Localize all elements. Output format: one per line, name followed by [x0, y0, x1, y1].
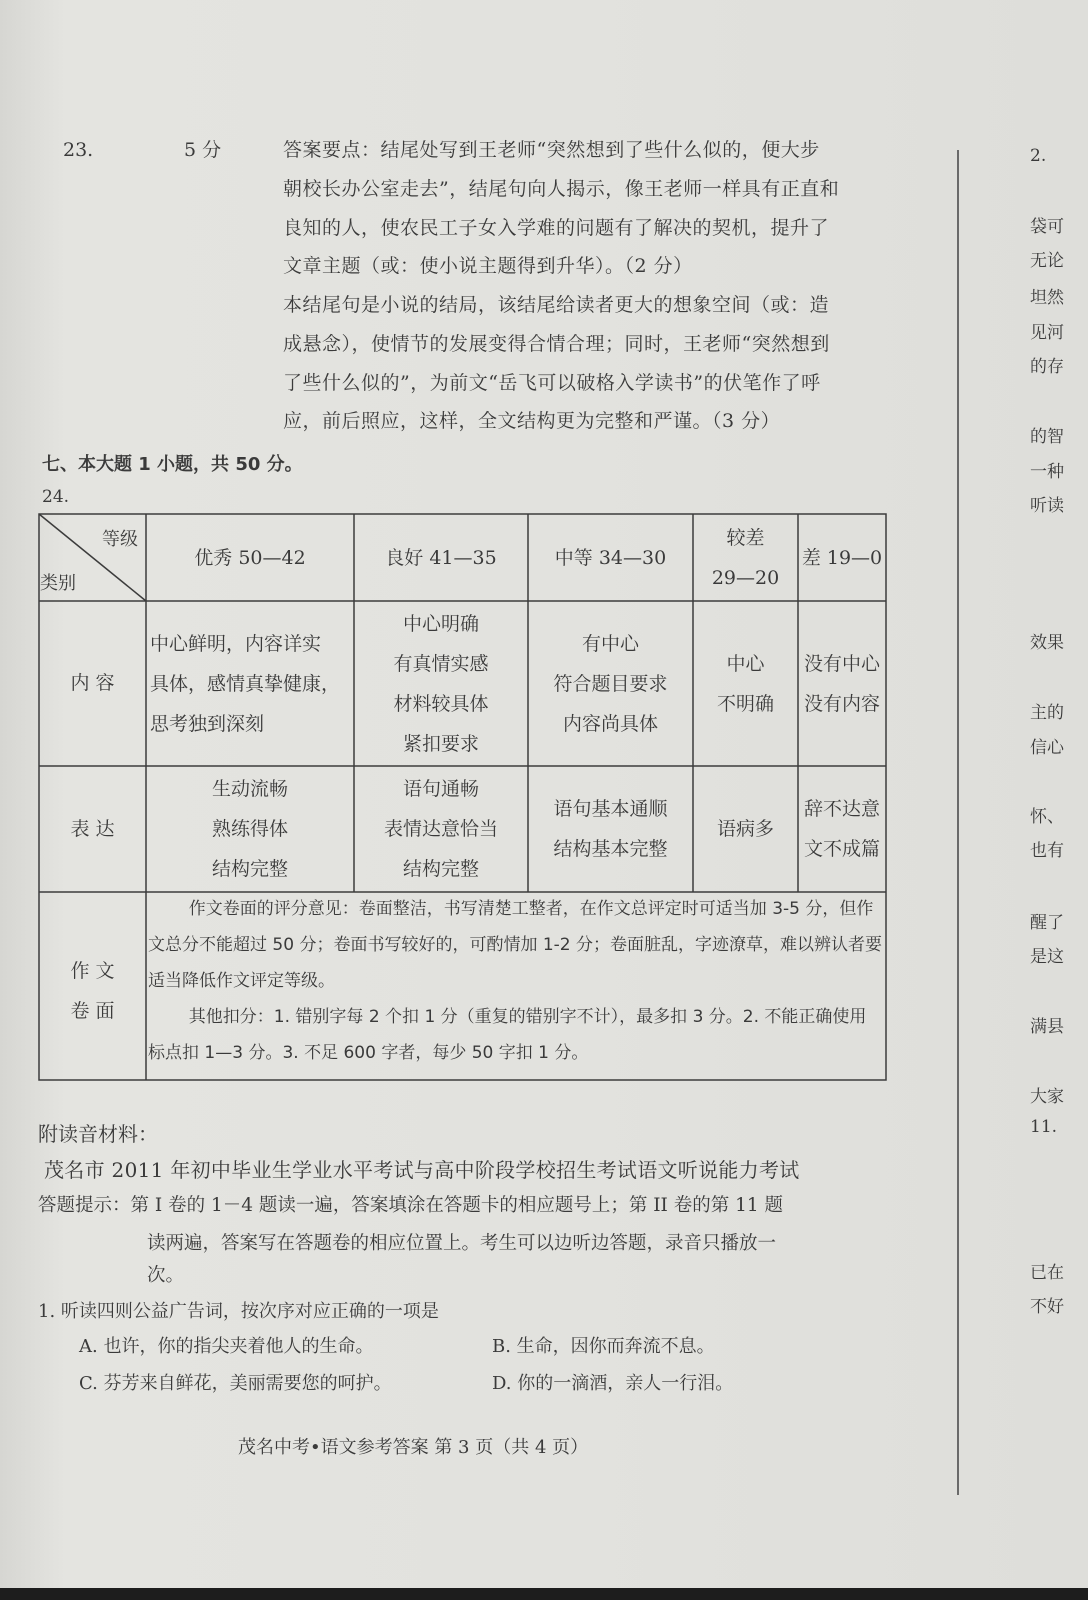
option-a: A. 也许，你的指尖夹着他人的生命。 [79, 1336, 374, 1357]
right-fragment: 的智 [1030, 427, 1064, 447]
corner-category-label: 类别 [40, 573, 76, 594]
grading-table [38, 513, 887, 1081]
expression-excellent: 生动流畅 熟练得体 结构完整 [211, 778, 288, 880]
q24-number: 24. [42, 487, 70, 507]
row-label-surface-1: 作 文 [70, 960, 115, 982]
content-excellent: 中心鲜明，内容详实 具体，感情真挚健康， 思考独到深刻 [150, 632, 341, 735]
content-poor: 中心 不明确 [716, 652, 774, 715]
right-fragment: 不好 [1030, 1297, 1064, 1317]
right-fragment: 见河 [1030, 323, 1064, 343]
right-fragment: 大家 [1030, 1087, 1064, 1107]
option-c: C. 芬芳来自鲜花，美丽需要您的呵护。 [79, 1373, 392, 1394]
right-fragment: 袋可 [1030, 217, 1064, 237]
right-fragment: 一种 [1030, 462, 1064, 482]
content-good: 中心明确 有真情实感 材料较具体 紧扣要求 [393, 612, 489, 755]
expression-good: 语句通畅 表情达意恰当 结构完整 [383, 778, 498, 880]
right-fragment: 信心 [1030, 738, 1064, 758]
expression-medium: 语句基本通顺 结构基本完整 [553, 798, 668, 860]
content-bad: 没有中心 没有内容 [803, 652, 880, 715]
tip-line-1: 答题提示：第 I 卷的 1－4 题读一遍，答案填涂在答题卡的相应题号上；第 II 卷的第 11 题 [38, 1195, 784, 1216]
q23-line-2: 朝校长办公室走去”，结尾句向人揭示，像王老师一样具有正直和 [283, 178, 840, 200]
q23-score: 5 分 [184, 139, 222, 161]
right-fragment: 听读 [1030, 496, 1064, 516]
q23-line-4: 文章主题（或：使小说主题得到升华）。（2 分） [283, 255, 693, 277]
right-fragment: 醒了 [1030, 913, 1064, 933]
grade-excellent: 优秀 50—42 [194, 546, 306, 569]
page-footer: 茂名中考•语文参考答案 第 3 页（共 4 页） [238, 1437, 589, 1458]
grade-poor: 较差 29—20 [711, 526, 780, 589]
q23-line-7: 了些什么似的”，为前文“岳飞可以破格入学读书”的伏笔作了呼 [283, 372, 821, 394]
grade-medium: 中等 34—30 [554, 546, 667, 569]
q23-line-1: 答案要点：结尾处写到王老师“突然想到了些什么似的，便大步 [283, 139, 820, 161]
grade-good: 良好 41—35 [385, 546, 497, 569]
right-fragment: 效果 [1030, 633, 1064, 653]
right-fragment: 主的 [1030, 703, 1064, 723]
q23-number: 23. [63, 139, 94, 161]
option-b: B. 生命，因你而奔流不息。 [492, 1336, 715, 1357]
row-label-surface-2: 卷 面 [70, 1000, 115, 1022]
scanner-edge [0, 1588, 1088, 1600]
section-heading: 七、本大题 1 小题，共 50 分。 [42, 454, 303, 475]
content-medium: 有中心 符合题目要求 内容尚具体 [553, 632, 668, 735]
tip-line-2: 读两遍，答案写在答题卷的相应位置上。考生可以边听边答题，录音只播放一 [147, 1233, 777, 1254]
right-fragment: 无论 [1030, 251, 1064, 271]
right-fragment: 怀、 [1030, 807, 1064, 827]
tip-line-3: 次。 [147, 1265, 185, 1286]
q23-line-3: 良知的人，使农民工子女入学难的问题有了解决的契机，提升了 [283, 217, 830, 239]
q23-line-8: 应，前后照应，这样，全文结构更为完整和严谨。（3 分） [283, 410, 781, 432]
grade-bad: 差 19—0 [801, 546, 883, 569]
q23-line-5: 本结尾句是小说的结局，该结尾给读者更大的想象空间（或：造 [283, 294, 830, 316]
row-label-content: 内 容 [70, 672, 115, 694]
question-1: 1. 听读四则公益广告词，按次序对应正确的一项是 [38, 1301, 439, 1322]
row-label-expression: 表 达 [70, 818, 115, 840]
expression-poor: 语病多 [716, 818, 774, 840]
right-fragment: 满县 [1030, 1017, 1064, 1037]
right-fragment: 是这 [1030, 947, 1064, 967]
page-fold-line [957, 150, 959, 1495]
corner-grade-label: 等级 [102, 529, 138, 550]
right-fragment: 也有 [1030, 841, 1064, 861]
right-fragment: 坦然 [1030, 288, 1064, 308]
listening-title: 茂名市 2011 年初中毕业生学业水平考试与高中阶段学校招生考试语文听说能力考试 [44, 1158, 800, 1182]
surface-note-2: 其他扣分：1. 错别字每 2 个扣 1 分（重复的错别字不计），最多扣 3 分。2. 不能正确使用标点扣 1—3 分。3. 不足 600 字者，每少 50 字扣 1 分。 [148, 1007, 867, 1063]
right-fragment: 2. [1030, 146, 1047, 166]
right-fragment: 的存 [1030, 357, 1064, 377]
q23-line-6: 成悬念），使情节的发展变得合情合理；同时，王老师“突然想到 [283, 333, 830, 355]
surface-note-1: 作文卷面的评分意见：卷面整洁，书写清楚工整者，在作文总评定时可适当加 3-5 分，但作文总分不能超过 50 分；卷面书写较好的，可酌情加 1-2 分；卷面脏乱，字迹潦草，难以辨认者要适当降低作文评定等级。 [148, 899, 883, 991]
expression-bad: 辞不达意 文不成篇 [803, 798, 880, 860]
surface-scoring-notes [148, 891, 883, 1071]
listening-heading: 附读音材料： [38, 1122, 158, 1146]
right-fragment: 已在 [1030, 1263, 1064, 1283]
right-fragment: 11. [1030, 1117, 1058, 1137]
option-d: D. 你的一滴酒，亲人一行泪。 [492, 1373, 734, 1394]
